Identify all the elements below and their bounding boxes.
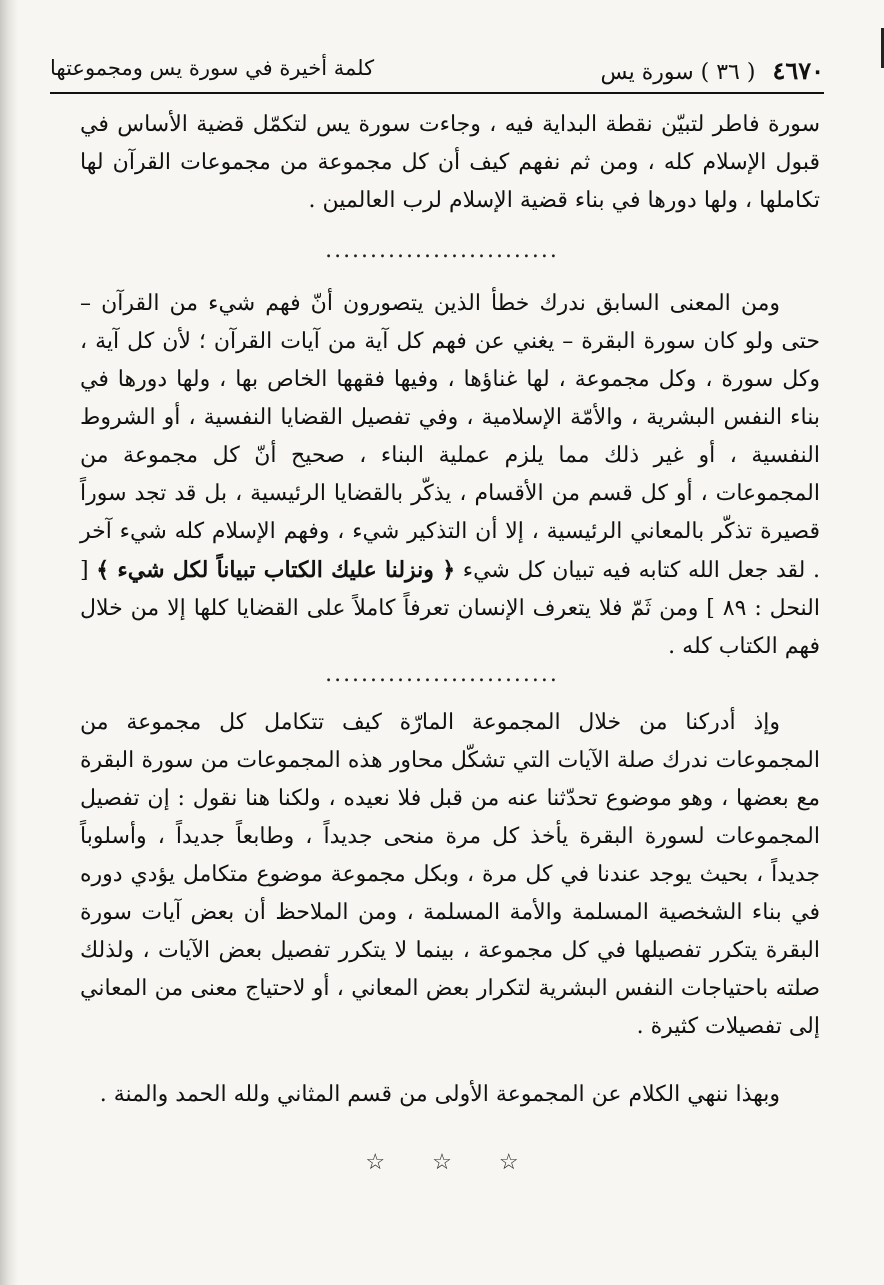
paragraph-3: وإذ أدركنا من خلال المجموعة المارّة كيف تتكامل كل مجموعة من المجموعات ندرك صلة الآيات التي تشكّل محاور هذه المجموعات من سورة البقرة مع بعضها ، وهو موضوع تحدّثنا عنه من قبل فلا نعيده ، ولكنا هنا نقول : إن تفصيل المجموعات لسورة البقرة يأخذ كل مرة منحى جديداً ، وطابعاً جديداً ، وأسلوباً جديداً ، بحيث يوجد عندنا في كل مرة ، وبكل مجموعة موضوع متكامل يؤدي دوره في بناء الشخصية المسلمة والأمة المسلمة ، ومن الملاحظ أن بعض آيات سورة البقرة يتكرر تفصيلها في كل مجموعة ، بينما لا يتكرر تفصيل بعض الآيات ، ولذلك صلته باحتياجات النفس البشرية لتكرار بعض المعاني ، أو لاحتياج معنى من المعاني إلى تفصيلات كثيرة .: [80, 710, 820, 1039]
page-spine-shadow: [0, 0, 18, 1285]
dotted-separator-2: ..........................: [325, 662, 559, 687]
surah-reference: ( ٣٦ ) سورة يس: [600, 60, 756, 85]
running-header: [50, 56, 824, 92]
quran-verse: ﴿ ونزلنا عليك الكتاب تبياناً لكل شيء ﴾: [96, 557, 456, 583]
paragraph-4: وبهذا ننهي الكلام عن المجموعة الأولى من قسم المثاني ولله الحمد والمنة .: [99, 1082, 780, 1107]
star-separator: ☆ ☆ ☆: [365, 1150, 519, 1175]
paragraph-2: [80, 285, 820, 666]
header-rule: [50, 92, 824, 94]
paragraph-2-before-verse: ومن المعنى السابق ندرك خطأ الذين يتصورون أنّ فهم شيء من القرآن – حتى ولو كان سورة البقرة – يغني عن فهم كل آية من آيات القرآن ؛ لأن كل آية ، وكل سورة ، وكل مجموعة ، لها غناؤها ، وفيها فقهها الخاص بها ، ولها دورها في بناء النفس البشرية ، والأمّة الإسلامية ، وفي تفصيل القضايا النفسية ، أو الشروط النفسية ، أو غير ذلك مما يلزم عملية البناء ، صحيح أنّ كل مجموعة من المجموعات ، أو كل قسم من الأقسام ، يذكّر بالقضايا الرئيسية ، بل قد تجد سوراً قصيرة تذكّر بالمعاني الرئيسية ، إلا أن التذكير شيء ، وفهم الإسلام كله شيء آخر . لقد جعل الله كتابه فيه تبيان كل شيء: [80, 291, 821, 583]
chapter-title: كلمة أخيرة في سورة يس ومجموعتها: [50, 56, 375, 80]
paragraph-2-after-verse: [ النحل : ٨٩ ] ومن ثَمّ فلا يتعرف الإنسان تعرفاً كاملاً على القضايا كلها إلا من خلال فهم الكتاب كله .: [80, 558, 820, 659]
page-number: ٤٦٧٠: [772, 56, 824, 85]
header-right: [601, 56, 824, 85]
dotted-separator-1: ..........................: [325, 238, 559, 263]
paragraph-1: سورة فاطر لتبيّن نقطة البداية فيه ، وجاءت سورة يس لتكمّل قضية الأساس في قبول الإسلام كله ، ومن ثم نفهم كيف أن كل مجموعة من مجموعات القرآن لها تكاملها ، ولها دورها في بناء قضية الإسلام لرب العالمين .: [80, 112, 820, 213]
